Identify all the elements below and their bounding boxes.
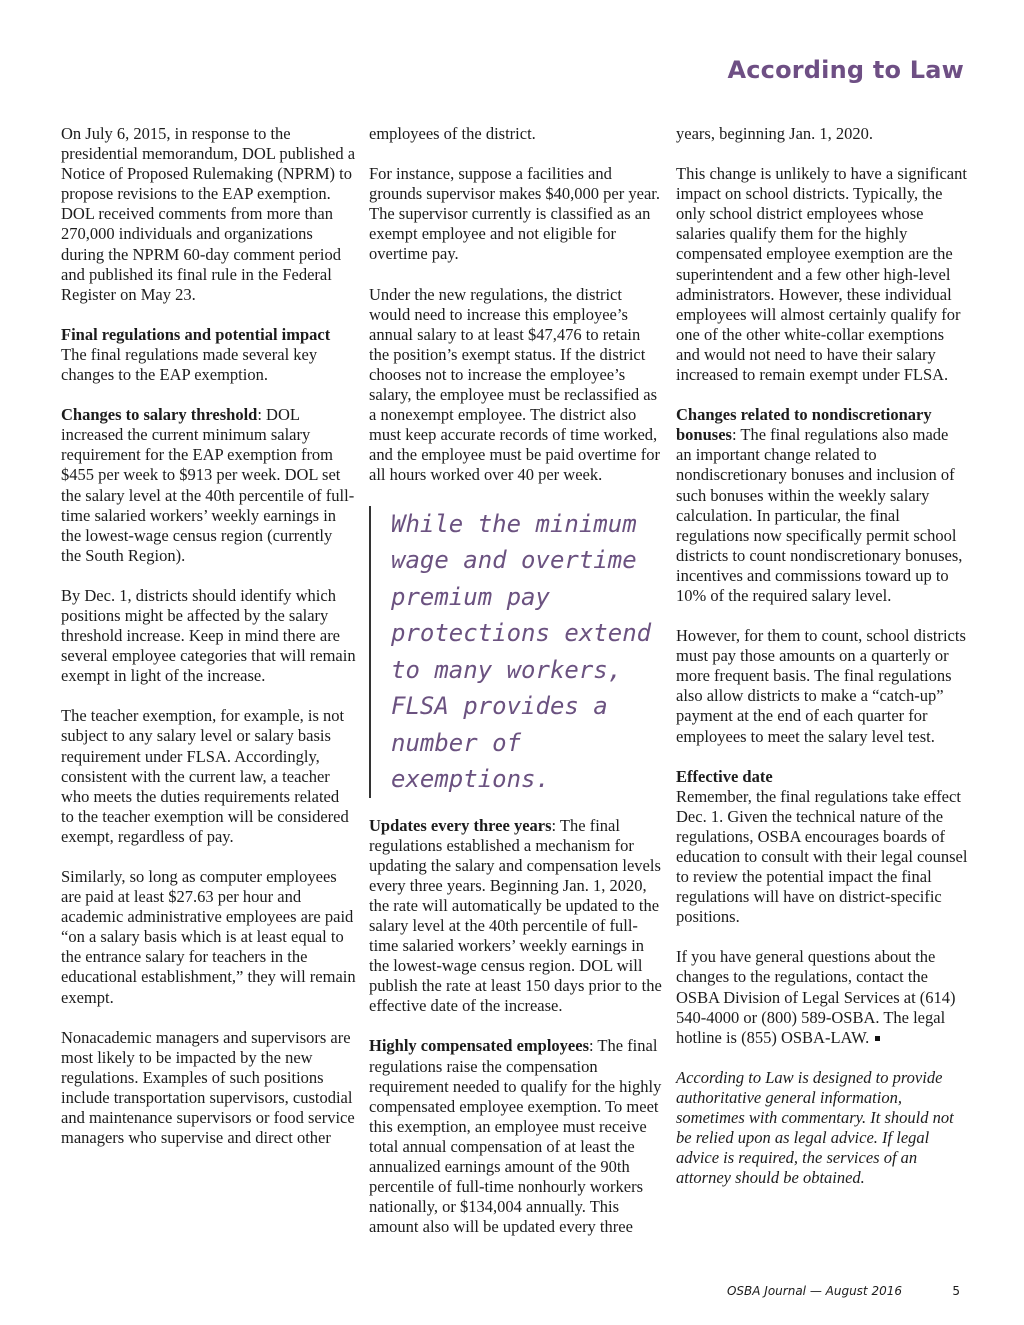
subheading-salary-threshold: Changes to salary threshold bbox=[61, 405, 258, 425]
effective-date-text: Remember, the final regulations take effect Dec. 1. Given the technical nature of the regulations, OSBA encourages boards of education to consult with their legal counsel to review the potential impact the final regulations will have on district-specific positions. bbox=[676, 786, 968, 927]
article-column-2 bbox=[369, 124, 664, 1237]
page-number: 5 bbox=[952, 1284, 960, 1298]
paragraph-new-regulations: Under the new regulations, the district would need to increase this employee’s annual salary to at least $47,476 to retain the position’s exempt status. If the district chooses not to increase the employee’s salary, the employee must be reclassified as a nonexempt employee. The district also must keep accurate records of time worked, and the employee must be paid overtime for all hours worked over 40 per week. bbox=[369, 284, 660, 485]
paragraph-dec1: By Dec. 1, districts should identify which positions might be affected by the salary threshold increase. Keep in mind there are several employee categories that will remain exempt in light of the increase. bbox=[61, 585, 356, 686]
paragraph-bonuses bbox=[676, 405, 968, 606]
paragraph-highly-compensated bbox=[369, 1036, 664, 1237]
subheading-updates: Updates every three years bbox=[369, 815, 552, 835]
paragraph-however: However, for them to count, school districts must pay those amounts on a quarterly or more frequent basis. The final regulations also allow districts to make a “catch-up” payment at the end of each quarter for employees to meet the salary level test. bbox=[676, 626, 966, 746]
paragraph-contact bbox=[676, 947, 968, 1047]
article-column-1 bbox=[61, 124, 356, 1148]
subheading-final-regulations: Final regulations and potential impact bbox=[61, 324, 331, 344]
paragraph-impact: This change is unlikely to have a significant impact on school districts. Typically, the only school district employees whose salaries qualify them for the highly compensated employee exemption are the superintendent and a few other high-level administrators. However, these individual employees will almost certainly qualify for one of the other white-collar exemptions and would not need to have their salary increased to remain exempt under FLSA. bbox=[676, 164, 967, 385]
paragraph-continued-3: years, beginning Jan. 1, 2020. bbox=[676, 124, 874, 143]
highly-compensated-text: : The final regulations raise the compensation requirement needed to qualify for the highly compensated employee exemption. To meet this exemption, an employee must receive total annual compensation of at least the annualized earnings amount of the 90th percentile of full-time nonhourly workers nationally, or $134,004 annually. This amount also will be updated every three bbox=[369, 1036, 662, 1237]
subheading-bonuses: Changes related to nondiscretionary bonuses bbox=[676, 405, 932, 445]
paragraph-computer-employees: Similarly, so long as computer employees are paid at least $27.63 per hour and academic administrative employees are paid “on a salary basis which is at least equal to the entrance salary for teachers in the educational establishment,” they will remain exempt. bbox=[61, 867, 356, 1007]
section-title: According to Law bbox=[727, 56, 964, 84]
paragraph-effective-date bbox=[676, 767, 968, 928]
paragraph-salary-threshold bbox=[61, 405, 356, 566]
article-column-3 bbox=[676, 124, 968, 1188]
footer-journal: OSBA Journal — August 2016 bbox=[726, 1284, 902, 1298]
salary-threshold-text: : DOL increased the current minimum salary requirement for the EAP exemption from $455 per week to $913 per week. DOL set the salary level at the 40th percentile of full-time salaried workers’ weekly earnings in the lowest-wage census region (currently the South Region). bbox=[61, 405, 355, 565]
paragraph-continued-2: employees of the district. bbox=[369, 124, 536, 143]
paragraph-teacher-exemption: The teacher exemption, for example, is not subject to any salary level or salary basis requirement under FLSA. Accordingly, consistent with the current law, a teacher who meets the duties requirements related to the teacher exemption will be considered exempt, regardless of pay. bbox=[61, 706, 349, 846]
disclaimer: According to Law is designed to provide authoritative general information, sometimes with commentary. It should not be relied upon as legal advice. If legal advice is required, the services of an attorney should be obtained. bbox=[676, 1067, 954, 1188]
paragraph-nonacademic: Nonacademic managers and supervisors are most likely to be impacted by the new regulations. Examples of such positions include transportation supervisors, custodial and maintenance supervisors or food service managers who supervise and direct other bbox=[61, 1027, 355, 1148]
pull-quote: While the minimum wage and overtime premium pay protections extend to many workers, FLSA provides a number of exemptions. bbox=[369, 506, 664, 798]
subheading-effective-date: Effective date bbox=[676, 766, 773, 786]
paragraph-instance: For instance, suppose a facilities and grounds supervisor makes $40,000 per year. The supervisor currently is classified as an exempt employee and not eligible for overtime pay. bbox=[369, 164, 660, 264]
end-of-article-icon bbox=[875, 1036, 880, 1041]
final-regulations-text: The final regulations made several key changes to the EAP exemption. bbox=[61, 344, 318, 385]
contact-text: If you have general questions about the changes to the regulations, contact the OSBA Division of Legal Services at (614) 540-4000 or (800) 589-OSBA. The legal hotline is (855) OSBA-LAW. bbox=[676, 947, 956, 1047]
paragraph-final-regulations bbox=[61, 325, 356, 385]
paragraph-intro: On July 6, 2015, in response to the presidential memorandum, DOL published a Notice of Proposed Rulemaking (NPRM) to propose revisions to the EAP exemption. DOL received comments from more than 270,000 individuals and organizations during the NPRM 60-day comment period and published its final rule in the Federal Register on May 23. bbox=[61, 124, 356, 304]
bonuses-text: : The final regulations also made an important change related to nondiscretionary bonuses and inclusion of such bonuses within the weekly salary calculation. In particular, the final regulations now specifically permit school districts to count nondiscretionary bonuses, incentives and commissions toward up to 10% of the required salary level. bbox=[676, 425, 963, 605]
subheading-highly-compensated: Highly compensated employees bbox=[369, 1036, 589, 1056]
paragraph-updates bbox=[369, 816, 664, 1017]
updates-text: : The final regulations established a mechanism for updating the salary and compensation levels every three years. Beginning Jan. 1, 2020, the rate will automatically be updated to the salary level at the 40th percentile of full-time salaried workers’ weekly earnings in the lowest-wage census region. DOL will publish the rate at least 150 days prior to the effective date of the increase. bbox=[369, 815, 662, 1016]
